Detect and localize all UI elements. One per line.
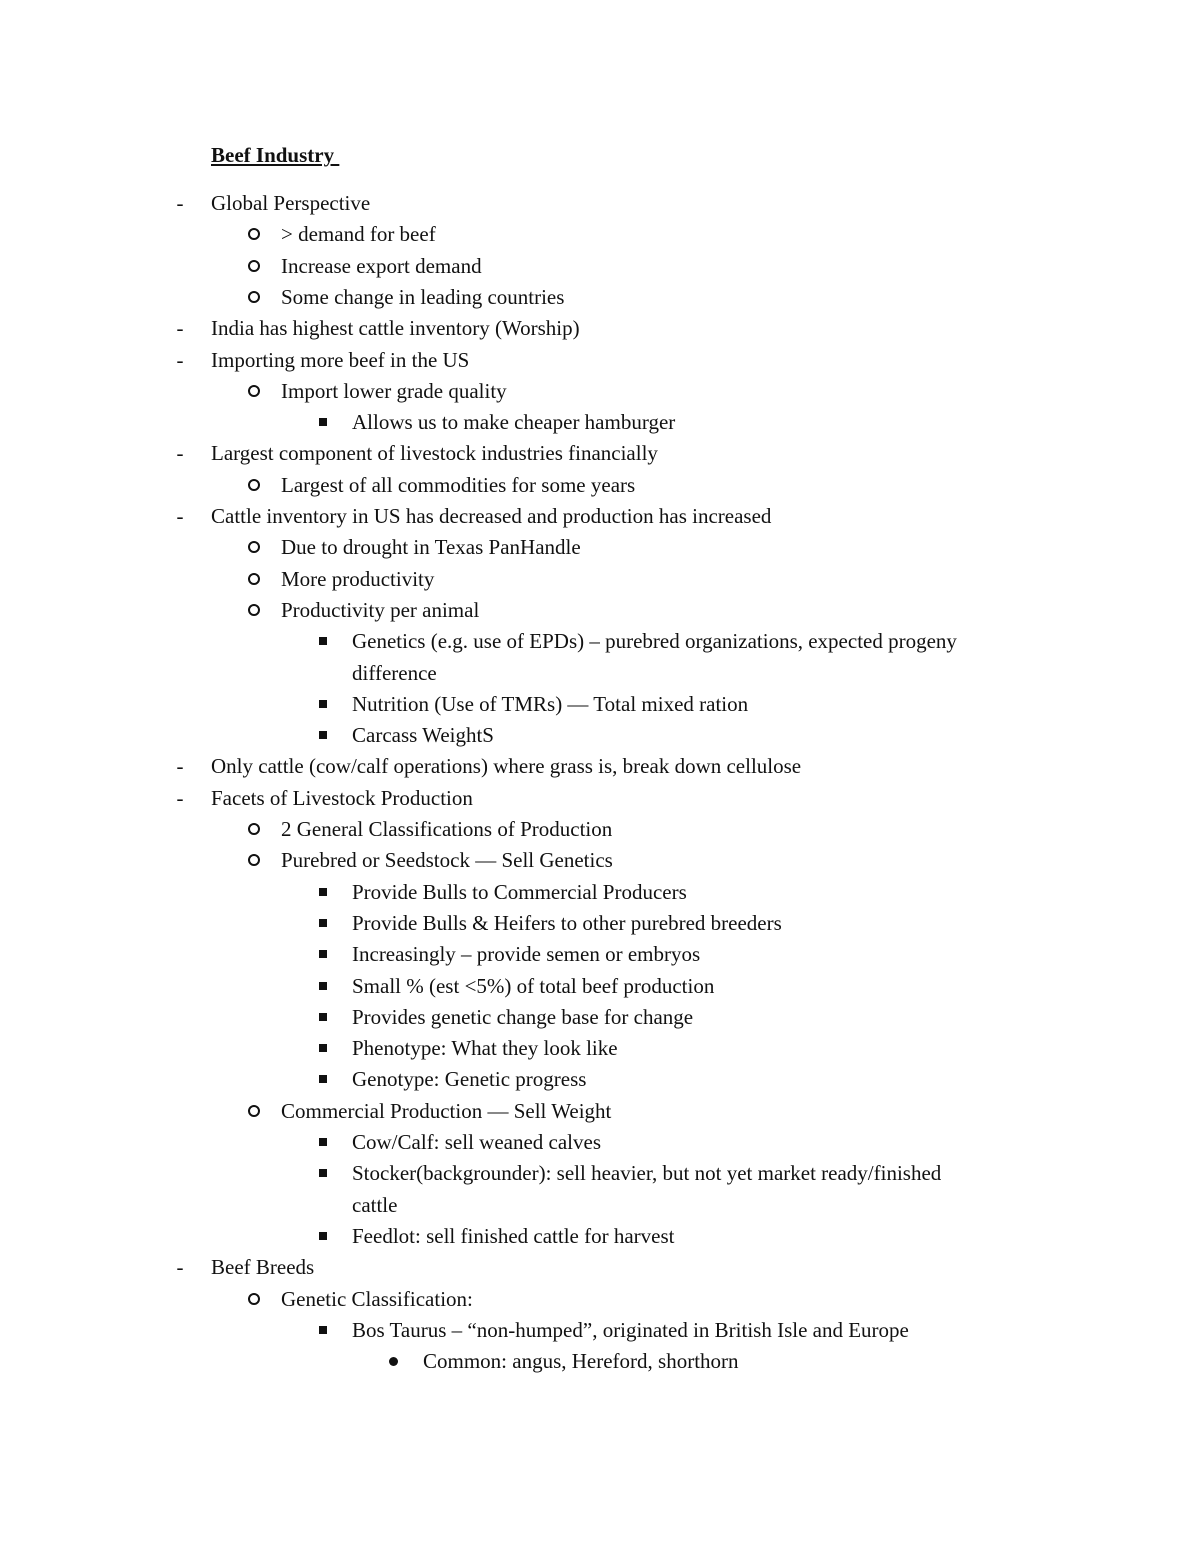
outline-line-level-1: Import lower grade quality — [281, 379, 507, 403]
outline-line-level-2: Carcass WeightS — [352, 723, 494, 747]
dot-bullet-icon — [389, 1357, 398, 1366]
circle-bullet-icon — [248, 541, 260, 553]
dash-bullet: - — [176, 441, 184, 465]
outline-line-level-2: Small % (est <5%) of total beef production — [352, 974, 715, 998]
circle-bullet-icon — [248, 385, 260, 397]
outline-line-level-1: Commercial Production — Sell Weight — [281, 1099, 612, 1123]
outline-line-level-0: Importing more beef in the US — [211, 348, 470, 372]
circle-bullet-icon — [248, 228, 260, 240]
outline-line-level-1: Largest of all commodities for some years — [281, 473, 636, 497]
outline-line-level-0: Facets of Livestock Production — [211, 786, 473, 810]
square-bullet-icon — [319, 919, 327, 927]
dash-bullet: - — [176, 754, 184, 778]
dash-bullet: - — [176, 504, 184, 528]
circle-bullet-icon — [248, 291, 260, 303]
circle-bullet-icon — [248, 823, 260, 835]
outline-line-level-1: Increase export demand — [281, 254, 482, 278]
circle-bullet-icon — [248, 854, 260, 866]
square-bullet-icon — [319, 1232, 327, 1240]
square-bullet-icon — [319, 950, 327, 958]
outline-line-level-2: Stocker(backgrounder): sell heavier, but not yet market ready/finished — [352, 1161, 942, 1185]
circle-bullet-icon — [248, 1105, 260, 1117]
outline-line-level-2: Genotype: Genetic progress — [352, 1067, 587, 1091]
dash-bullet: - — [176, 191, 184, 215]
outline-line-level-0: Beef Breeds — [211, 1255, 315, 1279]
circle-bullet-icon — [248, 1293, 260, 1305]
outline-line-level-0: Only cattle (cow/calf operations) where grass is, break down cellulose — [211, 754, 802, 778]
square-bullet-icon — [319, 982, 327, 990]
dash-bullet: - — [176, 316, 184, 340]
square-bullet-icon — [319, 1044, 327, 1052]
outline-line-level-2: Provide Bulls to Commercial Producers — [352, 880, 687, 904]
outline-line-level-2: Bos Taurus – “non-humped”, originated in British Isle and Europe — [352, 1318, 909, 1342]
outline-line-level-1: Genetic Classification: — [281, 1287, 473, 1311]
outline-line-level-2: Phenotype: What they look like — [352, 1036, 618, 1060]
outline-line-level-1: 2 General Classifications of Production — [281, 817, 613, 841]
dash-bullet: - — [176, 1255, 184, 1279]
outline-line-level-1: Some change in leading countries — [281, 285, 565, 309]
outline-line-level-0: Largest component of livestock industries financially — [211, 441, 658, 465]
outline-line-level-2: Nutrition (Use of TMRs) — Total mixed ration — [352, 692, 749, 716]
outline-line-level-2: Provides genetic change base for change — [352, 1005, 694, 1029]
square-bullet-icon — [319, 418, 327, 426]
outline-line-level-1: > demand for beef — [281, 222, 436, 246]
outline-line-level-1: Purebred or Seedstock — Sell Genetics — [281, 848, 613, 872]
outline-line-level-2: difference — [352, 661, 437, 685]
outline-line-level-2: Feedlot: sell finished cattle for harvest — [352, 1224, 675, 1248]
square-bullet-icon — [319, 700, 327, 708]
outline-line-level-2: cattle — [352, 1193, 398, 1217]
square-bullet-icon — [319, 731, 327, 739]
outline-line-level-1: Productivity per animal — [281, 598, 480, 622]
outline-line-level-0: Global Perspective — [211, 191, 371, 215]
circle-bullet-icon — [248, 479, 260, 491]
dash-bullet: - — [176, 348, 184, 372]
outline-line-level-2: Provide Bulls & Heifers to other purebred breeders — [352, 911, 782, 935]
outline-line-level-2: Genetics (e.g. use of EPDs) – purebred organizations, expected progeny — [352, 629, 957, 653]
circle-bullet-icon — [248, 604, 260, 616]
square-bullet-icon — [319, 1169, 327, 1177]
outline-line-level-2: Allows us to make cheaper hamburger — [352, 410, 676, 434]
outline-line-level-0: Cattle inventory in US has decreased and production has increased — [211, 504, 772, 528]
outline-line-level-2: Increasingly – provide semen or embryos — [352, 942, 701, 966]
outline-line-level-3: Common: angus, Hereford, shorthorn — [423, 1349, 739, 1373]
dash-bullet: - — [176, 786, 184, 810]
outline-line-level-2: Cow/Calf: sell weaned calves — [352, 1130, 602, 1154]
square-bullet-icon — [319, 1075, 327, 1083]
outline-line-level-0: India has highest cattle inventory (Worship) — [211, 316, 580, 340]
square-bullet-icon — [319, 1326, 327, 1334]
square-bullet-icon — [319, 888, 327, 896]
circle-bullet-icon — [248, 260, 260, 272]
outline-line-level-1: More productivity — [281, 567, 435, 591]
document-title: Beef Industry — [211, 143, 340, 167]
square-bullet-icon — [319, 1138, 327, 1146]
outline-line-level-1: Due to drought in Texas PanHandle — [281, 535, 581, 559]
square-bullet-icon — [319, 1013, 327, 1021]
square-bullet-icon — [319, 637, 327, 645]
circle-bullet-icon — [248, 573, 260, 585]
